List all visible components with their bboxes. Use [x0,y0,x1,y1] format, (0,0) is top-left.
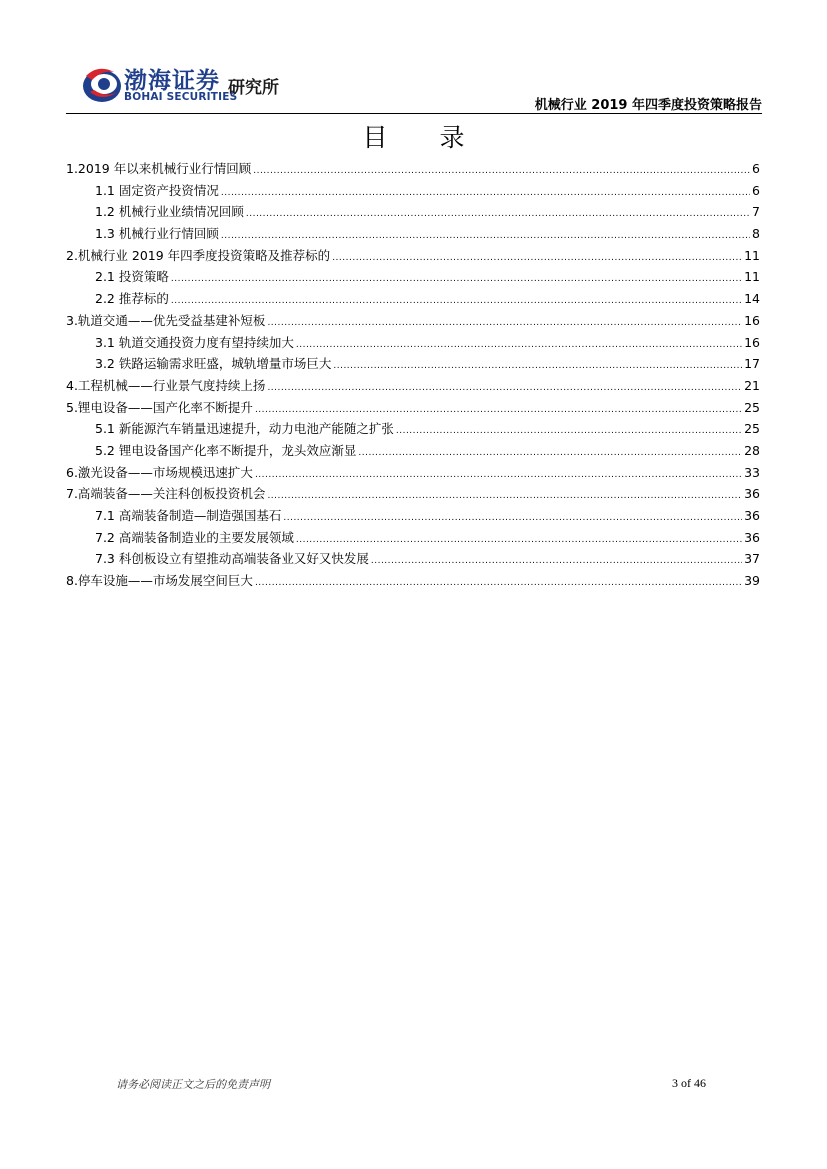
toc-entry[interactable] [66,418,760,440]
toc-entry[interactable] [66,375,760,397]
toc-entry-title: 2.机械行业 2019 年四季度投资策略及推荐标的 [66,247,331,263]
toc-entry-title: 1.1 固定资产投资情况 [95,182,219,198]
toc-leader-dots [358,443,742,465]
toc-entry-title: 1.2019 年以来机械行业行情回顾 [66,161,252,176]
toc-entry-page: 6 [752,161,760,176]
toc-leader-dots [255,465,742,487]
toc-entry-page: 11 [744,247,760,263]
toc-entry-page: 7 [752,204,760,220]
toc-entry-title: 1.2 机械行业业绩情况回顾 [95,204,244,220]
toc-entry[interactable] [66,201,760,223]
toc-leader-dots [396,421,742,443]
toc-leader-dots [267,378,742,400]
toc-entry-title: 5.锂电设备——国产化率不断提升 [66,399,253,415]
toc-leader-dots [296,335,742,357]
toc-entry-title: 7.1 高端装备制造—制造强国基石 [95,508,282,523]
toc-entry-title: 3.1 轨道交通投资力度有望持续加大 [95,334,294,350]
toc-entry-title: 3.轨道交通——优先受益基建补短板 [66,312,266,328]
toc-entry[interactable] [66,505,760,527]
toc-entry-title: 7.2 高端装备制造业的主要发展领域 [95,529,294,545]
toc-leader-dots [267,313,742,335]
report-title: 机械行业 2019 年四季度投资策略报告 [534,98,762,113]
toc-entry-page: 11 [744,269,760,285]
toc-entry-page: 16 [744,334,760,350]
toc-entry[interactable] [66,245,760,267]
toc-entry[interactable] [66,310,760,332]
toc-entry-page: 14 [744,291,760,307]
toc-entry[interactable] [66,180,760,202]
toc-entry[interactable] [66,158,760,180]
toc-entry[interactable] [66,570,760,592]
toc-entry-page: 16 [744,312,760,328]
toc-entry-title: 2.1 投资策略 [95,269,169,285]
toc-entry-title: 5.2 锂电设备国产化率不断提升，龙头效应渐显 [95,442,357,458]
toc-entry[interactable] [66,462,760,484]
toc-leader-dots [371,551,742,573]
toc-entry-title: 1.3 机械行业行情回顾 [95,226,219,242]
header-divider [66,113,762,114]
toc-heading: 目 录 [362,123,487,152]
toc-entry-page: 33 [744,464,760,480]
toc-entry-title: 7.3 科创板设立有望推动高端装备业又好又快发展 [95,551,369,567]
toc-entry[interactable] [66,266,760,288]
toc-entry-title: 4.工程机械——行业景气度持续上扬 [66,377,266,393]
toc-entry-title: 7.高端装备——关注科创板投资机会 [66,486,266,502]
brand-name-cn: 渤海证券 [124,68,220,94]
bohai-logo-icon [80,62,124,106]
toc-entry-title: 5.1 新能源汽车销量迅速提升，动力电池产能随之扩张 [95,421,394,437]
toc-entry[interactable] [66,397,760,419]
toc-entry[interactable] [66,353,760,375]
toc-leader-dots [171,269,742,291]
toc-entry-page: 25 [744,421,760,437]
toc-leader-dots [253,161,750,183]
toc-entry-page: 8 [752,226,760,242]
toc-leader-dots [221,183,750,205]
toc-leader-dots [332,248,742,270]
table-of-contents [66,158,760,592]
disclaimer-note: 请务必阅读正文之后的免责声明 [116,1078,270,1091]
toc-leader-dots [333,356,742,378]
toc-entry-title: 2.2 推荐标的 [95,291,169,307]
toc-entry-page: 25 [744,399,760,415]
toc-entry[interactable] [66,223,760,245]
toc-entry-title: 6.激光设备——市场规模迅速扩大 [66,464,253,480]
toc-entry-page: 36 [744,508,760,523]
toc-entry[interactable] [66,483,760,505]
toc-entry-page: 37 [744,551,760,567]
toc-entry[interactable] [66,527,760,549]
toc-entry-page: 21 [744,377,760,393]
toc-entry-page: 36 [744,529,760,545]
toc-entry[interactable] [66,332,760,354]
toc-entry-page: 36 [744,486,760,502]
toc-leader-dots [246,204,750,226]
toc-entry-page: 6 [752,182,760,198]
institute-label: 研究所 [228,78,279,98]
page-header [66,60,762,116]
toc-entry-page: 17 [744,356,760,372]
toc-entry-page: 39 [744,573,760,589]
toc-entry-title: 3.2 铁路运输需求旺盛，城轨增量市场巨大 [95,356,332,372]
toc-entry-title: 8.停车设施——市场发展空间巨大 [66,573,253,589]
brand-name-en: BOHAI SECURITIES [124,91,238,103]
toc-leader-dots [255,573,742,595]
toc-entry-page: 28 [744,442,760,458]
toc-leader-dots [283,508,742,530]
toc-leader-dots [267,486,742,508]
toc-entry[interactable] [66,440,760,462]
toc-entry[interactable] [66,548,760,570]
page-number: 3 of 46 [672,1076,706,1090]
toc-entry[interactable] [66,288,760,310]
